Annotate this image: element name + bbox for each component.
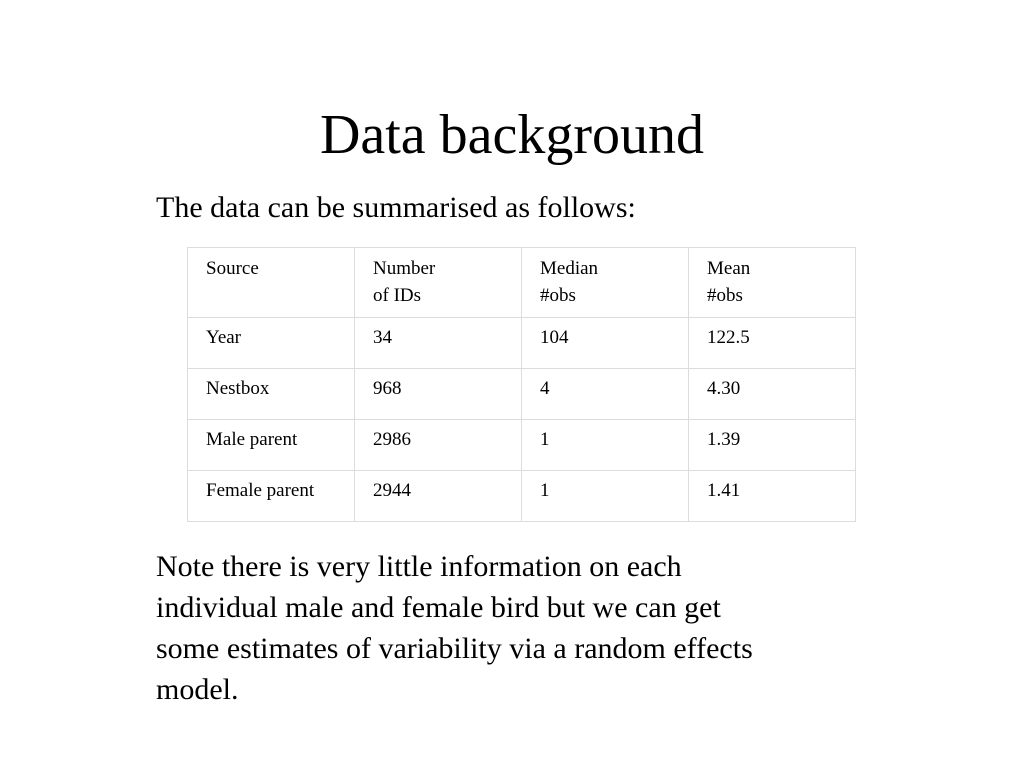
table-cell: 2986 [355,420,522,471]
note-line: model. [156,673,239,706]
table-cell: 1 [522,420,689,471]
table-cell: 122.5 [689,318,856,369]
header-line: Median [540,258,599,279]
header-cell-number-of-ids [355,248,522,318]
table-cell: 104 [522,318,689,369]
table-row [188,420,856,471]
header-line: of IDs [373,285,422,306]
summary-table [187,247,856,522]
header-line: Number [373,258,436,279]
note-text [156,546,856,710]
header-cell-source [188,248,355,318]
table-row [188,318,856,369]
table-cell: 1.41 [689,471,856,522]
slide-title: Data background [319,104,705,166]
table-cell: 1 [522,471,689,522]
table-cell: Female parent [188,471,355,522]
note-line: Note there is very little information on each [156,550,682,583]
table-cell: Male parent [188,420,355,471]
table-cell: 34 [355,318,522,369]
note-line: individual male and female bird but we can get [156,591,721,624]
table-header-row [188,248,856,318]
intro-text: The data can be summarised as follows: [156,191,636,224]
header-cell-median-obs [522,248,689,318]
header-cell-mean-obs [689,248,856,318]
table-cell: Nestbox [188,369,355,420]
table-cell: 1.39 [689,420,856,471]
table-cell: 2944 [355,471,522,522]
table-row [188,471,856,522]
table-cell: 968 [355,369,522,420]
header-line: Source [206,258,259,279]
table-row [188,369,856,420]
table-cell: 4 [522,369,689,420]
table-cell: Year [188,318,355,369]
header-line: Mean [707,258,751,279]
table-cell: 4.30 [689,369,856,420]
note-line: some estimates of variability via a random effects [156,632,753,665]
header-line: #obs [540,285,576,306]
header-line: #obs [707,285,743,306]
